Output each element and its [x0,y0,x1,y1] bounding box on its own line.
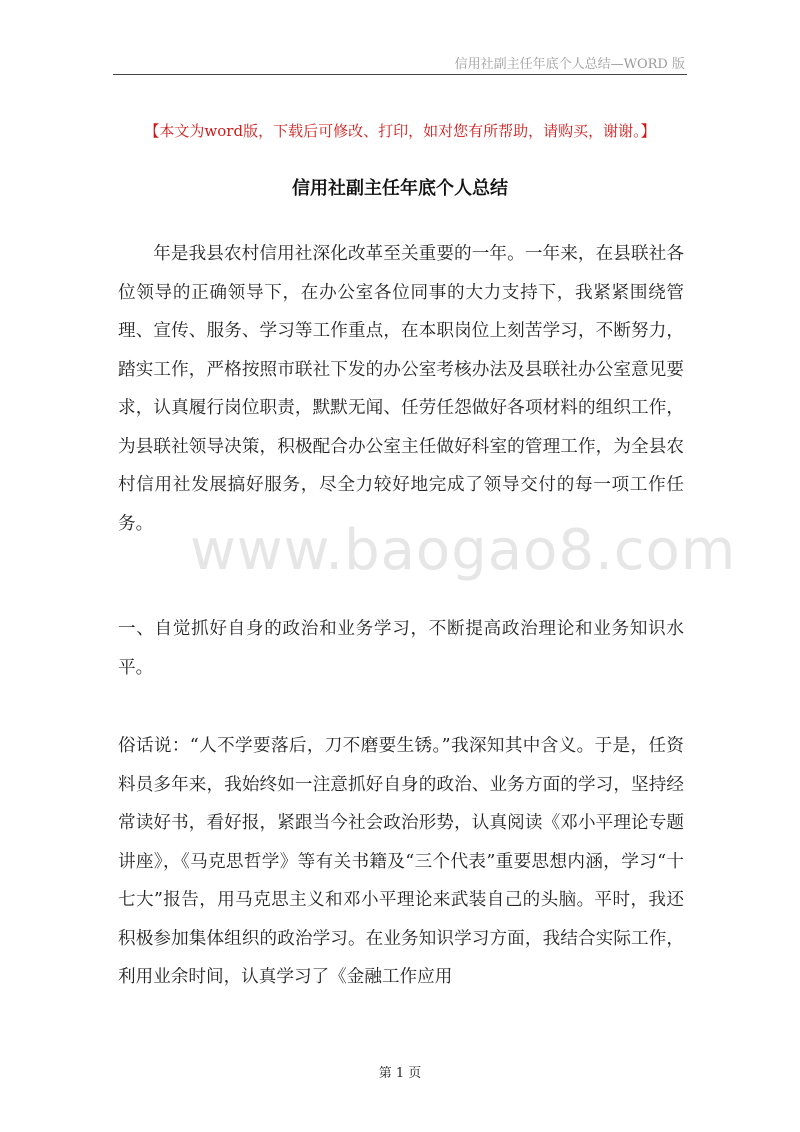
page-number: 第 1 页 [378,1066,422,1081]
purchase-notice: 【本文为word版，下载后可修改、打印，如对您有所帮助，请购买，谢谢。】 [144,122,656,140]
paragraph-study: 俗话说：“人不学要落后，刀不磨要生锈。”我深知其中含义。于是，任资料员多年来，我始终如一注意抓好自身的政治、业务方面的学习，坚持经常读好书，看好报，紧跟当今社会政治形势，认真阅读《邓小平理论专题讲座》，《马克思哲学》等有关书籍及“三个代表”重要思想内涵，学习“十七大”报告，用马克思主义和邓小平理论来武装自己的头脑。平时，我还积极参加集体组织的政治学习。在业务知识学习方面，我结合实际工作，利用业余时间，认真学习了《金融工作应用 [118,736,684,987]
watermark-text: www.baogao8.com [190,518,737,583]
section-heading: 一、自觉抓好自身的政治和业务学习，不断提高政治理论和业务知识水平。 [118,619,684,678]
running-header: 信用社副主任年底个人总结—WORD 版 [454,57,685,72]
document-title: 信用社副主任年底个人总结 [292,178,508,199]
paragraph-intro: 年是我县农村信用社深化改革至关重要的一年。一年来，在县联社各位领导的正确领导下，在办公室各位同事的大力支持下，我紧紧围绕管理、宣传、服务、学习等工作重点，在本职岗位上刻苦学习，不断努力，踏实工作，严格按照市联社下发的办公室考核办法及县联社办公室意见要求，认真履行岗位职责，默默无闻、任劳任怨做好各项材料的组织工作，为县联社领导决策，积极配合办公室主任做好科室的管理工作，为全县农村信用社发展搞好服务，尽全力较好地完成了领导交付的每一项工作任务。 [118,244,684,534]
header-divider [113,74,687,75]
